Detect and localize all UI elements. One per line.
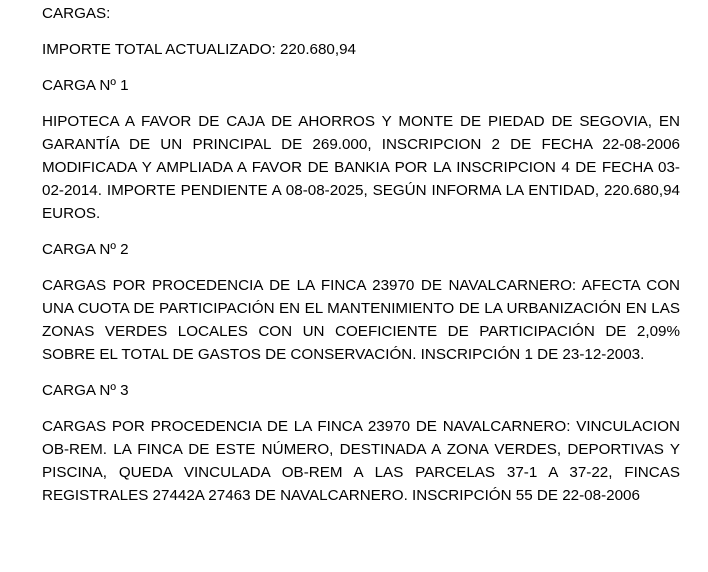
carga-1-text: HIPOTECA A FAVOR DE CAJA DE AHORROS Y MONTE DE PIEDAD DE SEGOVIA, EN GARANTÍA DE UN PRINCIPAL DE 269.000, INSCRIPCION 2 DE FECHA 22-08-2006 MODIFICADA Y AMPLIADA A FAVOR DE BANKIA POR LA INSCRIPCION 4 DE FECHA 03-02-2014. IMPORTE PENDIENTE A 08-08-2025, SEGÚN INFORMA LA ENTIDAD, 220.680,94 EUROS. [42, 113, 680, 222]
carga-1-title: CARGA Nº 1 [42, 77, 129, 94]
cargas-heading: CARGAS: [42, 5, 111, 22]
document-body [42, 2, 680, 507]
carga-2-title: CARGA Nº 2 [42, 241, 129, 258]
carga-2-text: CARGAS POR PROCEDENCIA DE LA FINCA 23970 DE NAVALCARNERO: AFECTA CON UNA CUOTA DE PARTICIPACIÓN EN EL MANTENIMIENTO DE LA URBANIZACIÓN EN LAS ZONAS VERDES LOCALES CON UN COEFICIENTE DE PARTICIPACIÓN DE 2,09% SOBRE EL TOTAL DE GASTOS DE CONSERVACIÓN. INSCRIPCIÓN 1 DE 23-12-2003. [42, 277, 680, 363]
importe-total-line: IMPORTE TOTAL ACTUALIZADO: 220.680,94 [42, 41, 356, 58]
carga-3-text: CARGAS POR PROCEDENCIA DE LA FINCA 23970 DE NAVALCARNERO: VINCULACION OB-REM. LA FINCA DE ESTE NÚMERO, DESTINADA A ZONA VERDES, DEPORTIVAS Y PISCINA, QUEDA VINCULADA OB-REM A LAS PARCELAS 37-1 A 37-22, FINCAS REGISTRALES 27442A 27463 DE NAVALCARNERO. INSCRIPCIÓN 55 DE 22-08-2006 [42, 418, 680, 504]
carga-3-title: CARGA Nº 3 [42, 382, 129, 399]
